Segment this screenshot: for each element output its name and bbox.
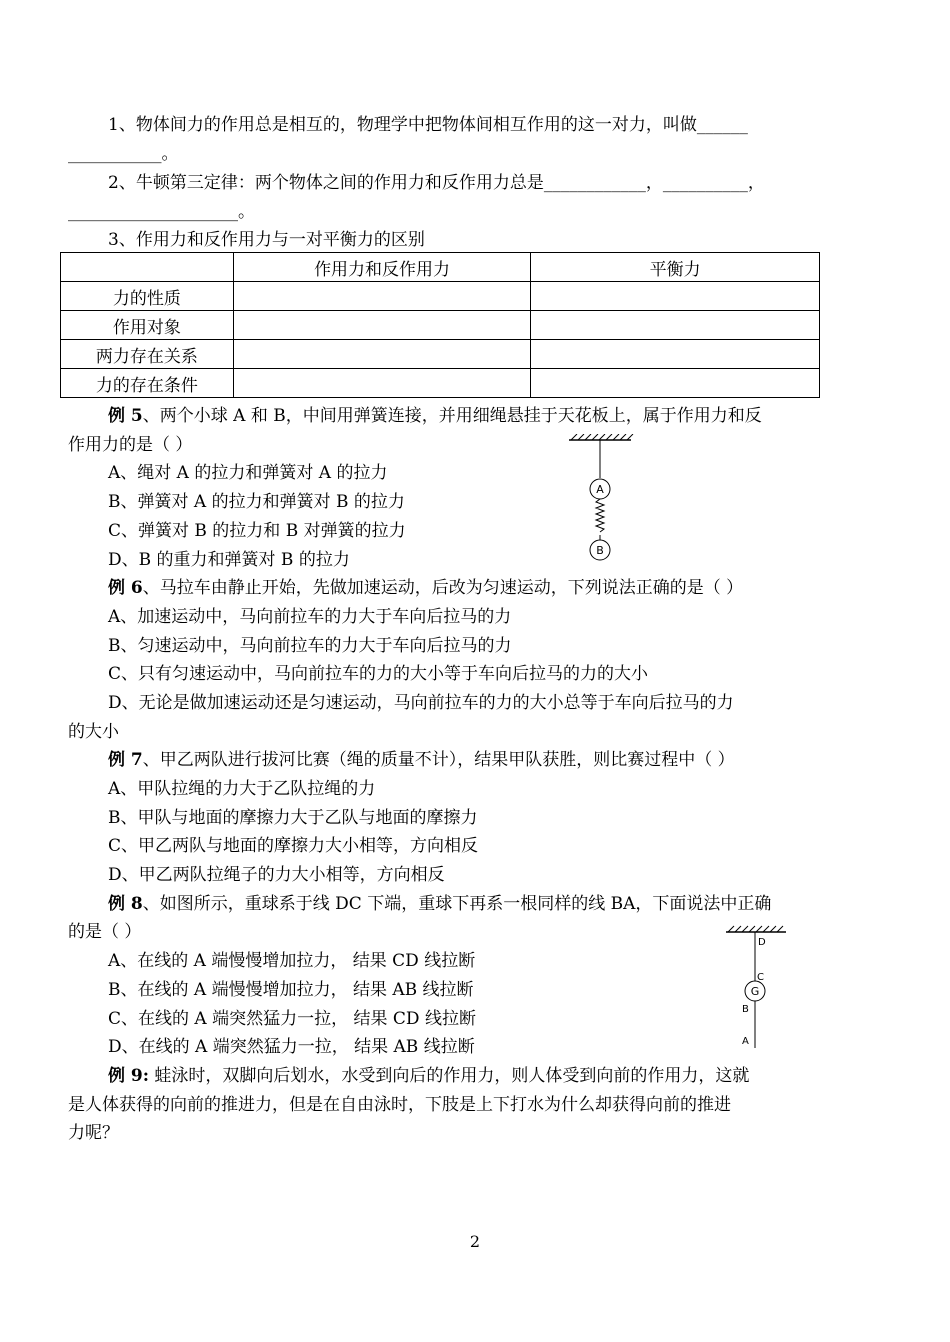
table-cell[interactable]	[531, 340, 820, 369]
comparison-table	[60, 252, 820, 398]
row-label: 两力存在关系	[61, 340, 234, 369]
row-label: 作用对象	[61, 311, 234, 340]
table-row	[61, 282, 820, 311]
ball-b-label: B	[596, 544, 604, 557]
table-cell[interactable]	[531, 282, 820, 311]
table-cell[interactable]	[233, 311, 531, 340]
ex8-stem2: 的是（ ）	[68, 922, 142, 942]
point-d-label: D	[758, 937, 766, 948]
table-cell[interactable]	[233, 369, 531, 398]
point-a-label: A	[742, 1036, 749, 1047]
ex7-option-a: A、甲队拉绳的力大于乙队拉绳的力	[108, 779, 376, 799]
table-row	[61, 369, 820, 398]
ex9-stem3: 力呢？	[68, 1123, 119, 1143]
ex5-stem2: 作用力的是（ ）	[68, 435, 193, 455]
q2-line2: ____________________。	[68, 202, 255, 222]
ex5-stem1: 例 5、两个小球 A 和 B，中间用弹簧连接，并用细绳悬挂于天花板上，属于作用力和反	[108, 406, 762, 426]
ex8-option-c: C、在线的 A 端突然猛力一拉， 结果 CD 线拉断	[108, 1009, 476, 1029]
table-cell[interactable]	[233, 340, 531, 369]
ex5-option-a: A、绳对 A 的拉力和弹簧对 A 的拉力	[108, 463, 388, 483]
ex9-stem1: 例 9: 蛙泳时，双脚向后划水，水受到向后的作用力，则人体受到向前的作用力，这就	[108, 1066, 750, 1086]
ex5-label: 例 5	[108, 406, 143, 426]
ex8-option-d: D、在线的 A 端突然猛力一拉， 结果 AB 线拉断	[108, 1037, 475, 1057]
ex6-option-d: D、无论是做加速运动还是匀速运动，马向前拉车的力的大小总等于车向后拉马的力	[108, 693, 734, 713]
table-cell[interactable]	[233, 282, 531, 311]
ex6-label: 例 6	[108, 578, 143, 598]
row-label: 力的性质	[61, 282, 234, 311]
table-cell[interactable]	[531, 311, 820, 340]
table-header-blank	[61, 253, 234, 282]
page-number: 2	[469, 1232, 481, 1251]
ex8-label: 例 8	[108, 894, 143, 914]
ceiling-hatch	[728, 926, 783, 932]
ex6-option-a: A、加速运动中，马向前拉车的力大于车向后拉马的力	[108, 607, 512, 627]
ex7-option-b: B、甲队与地面的摩擦力大于乙队与地面的摩擦力	[108, 808, 478, 828]
q3-title: 3、作用力和反作用力与一对平衡力的区别	[108, 230, 425, 250]
string-ball-figure	[720, 924, 790, 1048]
ball-a-label: A	[596, 483, 604, 496]
ex9-label: 例 9:	[108, 1066, 150, 1086]
point-b-label: B	[742, 1004, 749, 1015]
spring-coil	[596, 499, 604, 532]
ex7-option-c: C、甲乙两队与地面的摩擦力大小相等，方向相反	[108, 836, 479, 856]
ex6-option-b: B、匀速运动中，马向前拉车的力大于车向后拉马的力	[108, 636, 512, 656]
ex6-stem: 例 6、马拉车由静止开始，先做加速运动，后改为匀速运动，下列说法正确的是（ ）	[108, 578, 744, 598]
spring-balls-figure	[565, 434, 635, 566]
q1-line1: 1、物体间力的作用总是相互的，物理学中把物体间相互作用的这一对力，叫做______	[108, 115, 748, 135]
ex7-option-d: D、甲乙两队拉绳子的力大小相等，方向相反	[108, 865, 445, 885]
table-cell[interactable]	[531, 369, 820, 398]
ex7-label: 例 7	[108, 750, 143, 770]
ceiling-hatch	[571, 434, 633, 440]
ex7-stem: 例 7、甲乙两队进行拔河比赛（绳的质量不计），结果甲队获胜，则比赛过程中（ ）	[108, 750, 735, 770]
ex5-option-c: C、弹簧对 B 的拉力和 B 对弹簧的拉力	[108, 521, 406, 541]
ex9-stem2: 是人体获得的向前的推进力，但是在自由泳时，下肢是上下打水为什么却获得向前的推进	[68, 1095, 731, 1115]
ex8-stem1: 例 8、如图所示，重球系于线 DC 下端，重球下再系一根同样的线 BA，下面说法中正确	[108, 894, 772, 914]
point-c-label: C	[757, 972, 764, 983]
ex6-option-d-cont: 的大小	[68, 722, 119, 742]
ex5-option-b: B、弹簧对 A 的拉力和弹簧对 B 的拉力	[108, 492, 405, 512]
ex8-option-a: A、在线的 A 端慢慢增加拉力， 结果 CD 线拉断	[108, 951, 476, 971]
row-label: 力的存在条件	[61, 369, 234, 398]
table-header-row	[61, 253, 820, 282]
ex5-option-d: D、B 的重力和弹簧对 B 的拉力	[108, 550, 350, 570]
table-row	[61, 311, 820, 340]
ball-g-label: G	[750, 985, 760, 998]
ex6-option-c: C、只有匀速运动中，马向前拉车的力的大小等于车向后拉马的力的大小	[108, 664, 649, 684]
table-header-balance: 平衡力	[531, 253, 820, 282]
q2-line1: 2、牛顿第三定律：两个物体之间的作用力和反作用力总是____________，__________，	[108, 173, 765, 193]
ex8-option-b: B、在线的 A 端慢慢增加拉力， 结果 AB 线拉断	[108, 980, 474, 1000]
q1-line2: ___________。	[68, 144, 179, 164]
table-header-action-reaction: 作用力和反作用力	[233, 253, 531, 282]
table-row	[61, 340, 820, 369]
